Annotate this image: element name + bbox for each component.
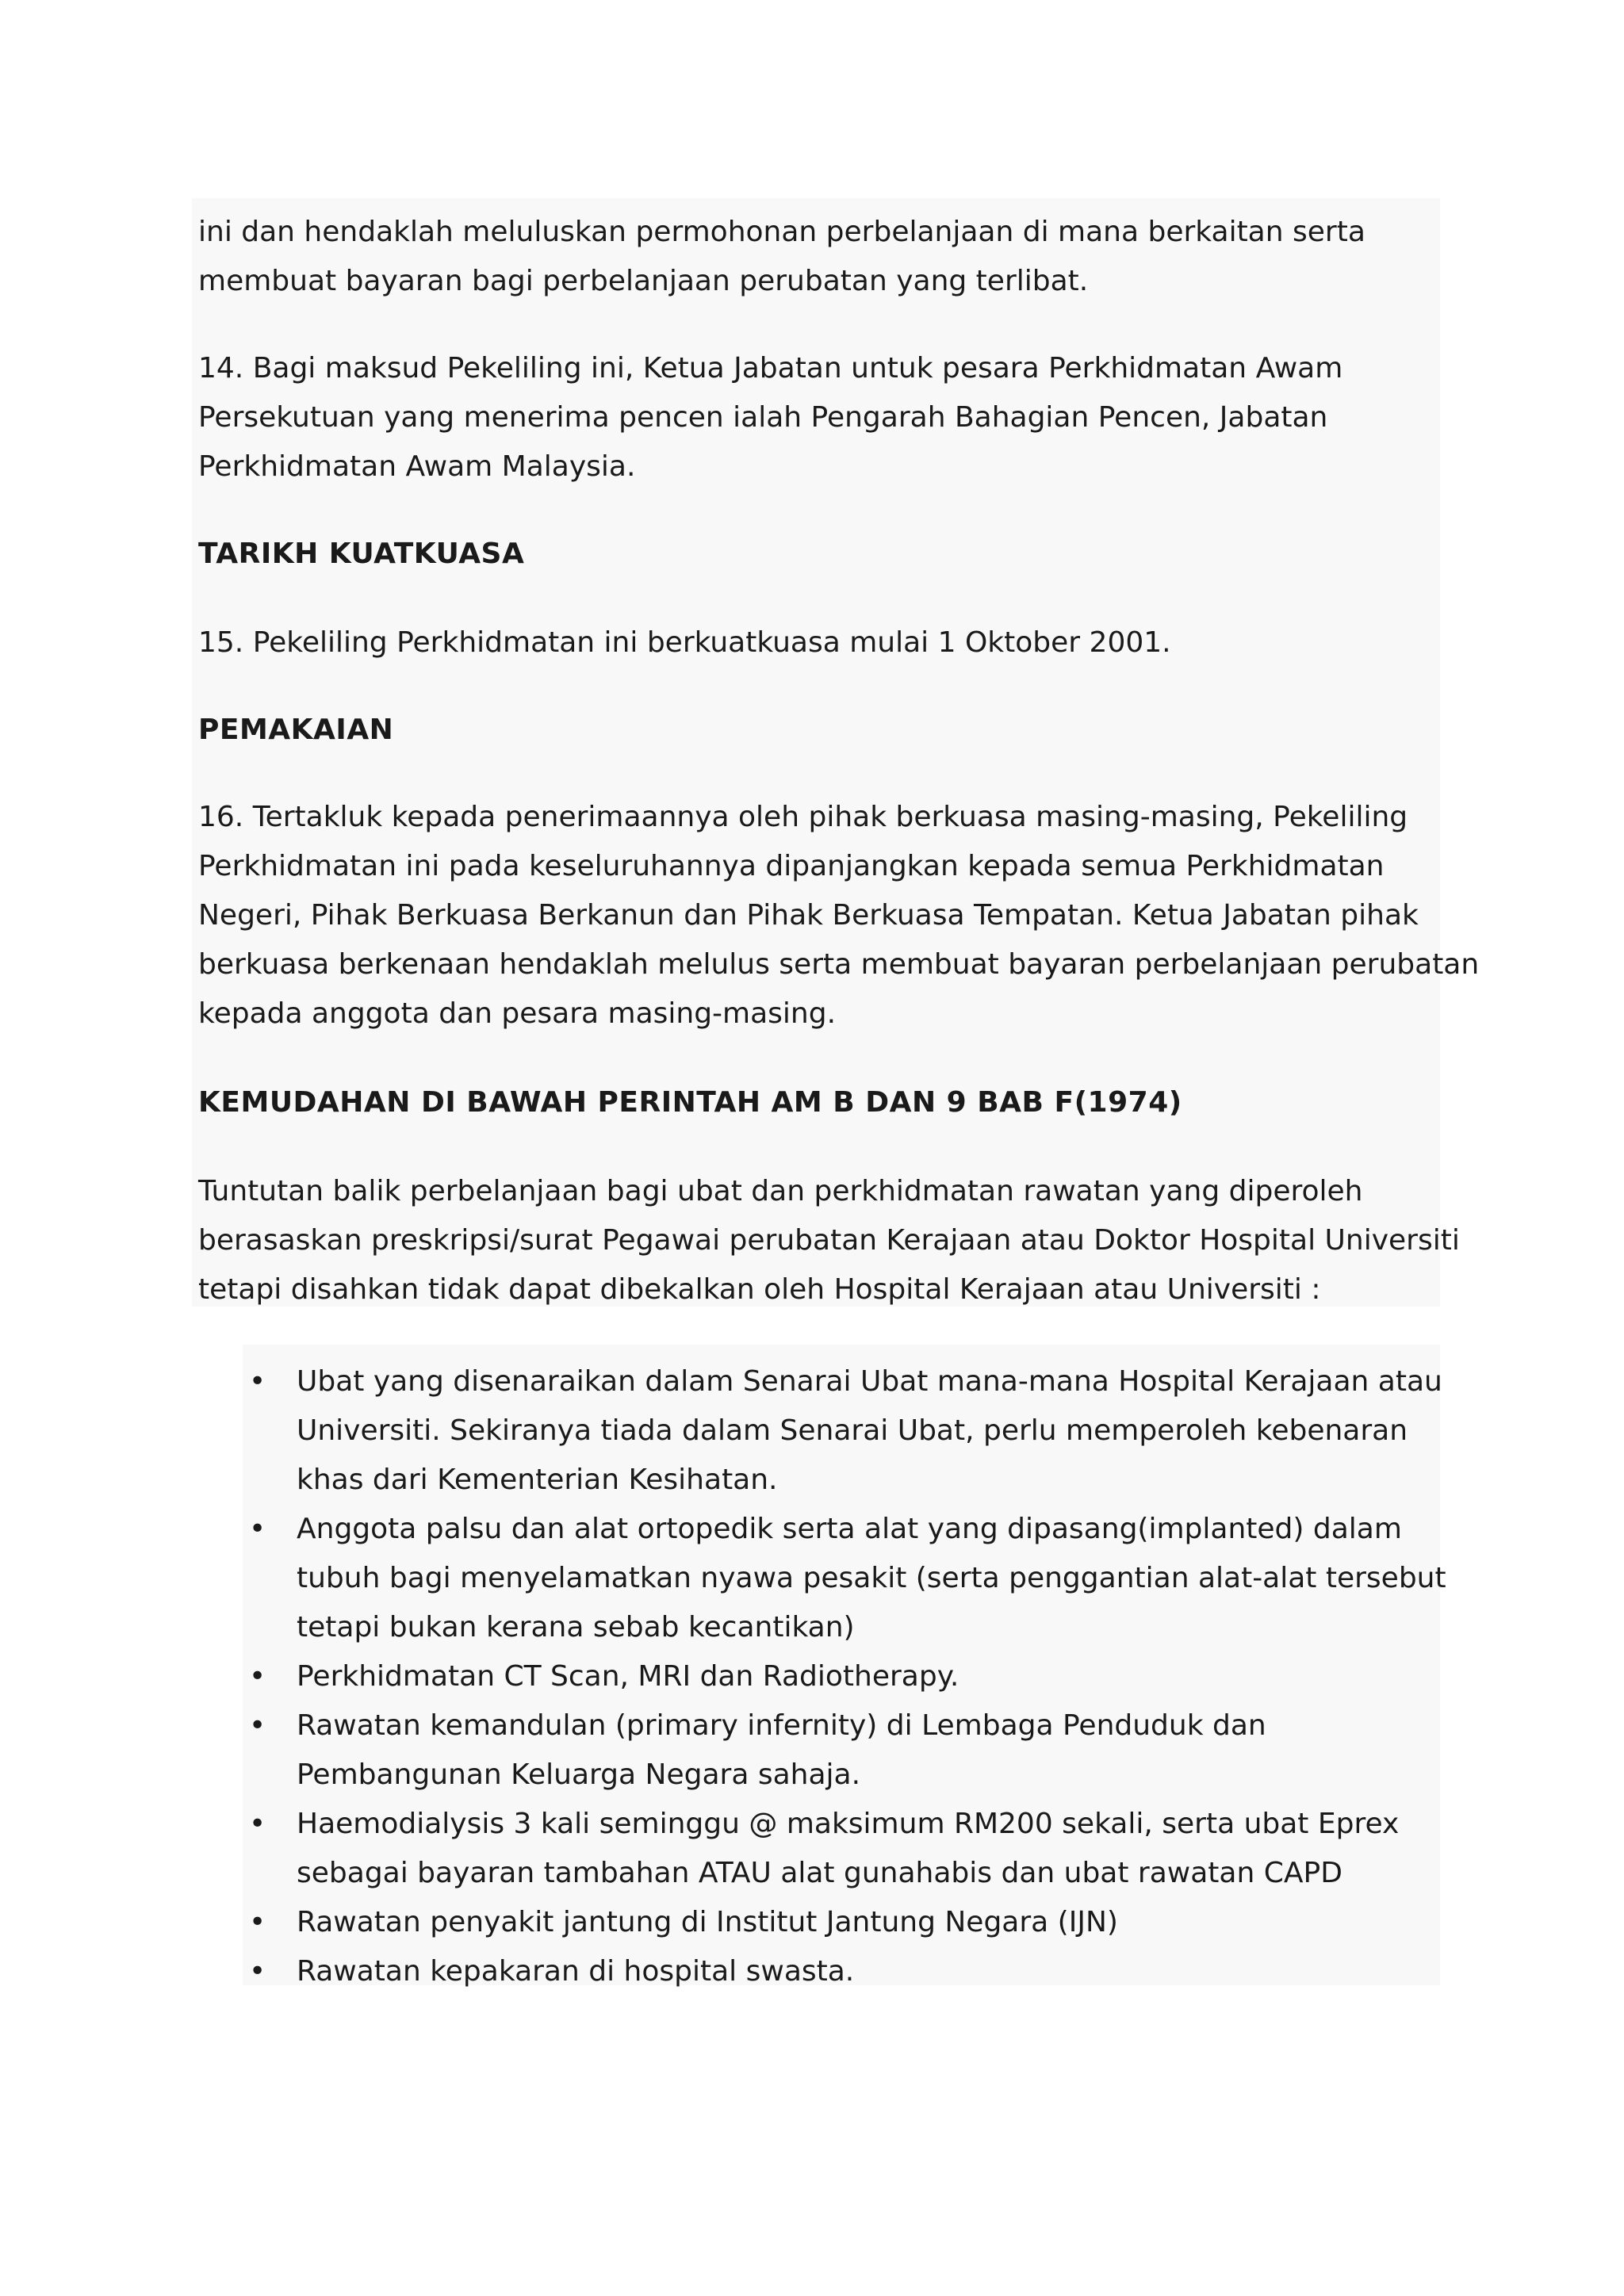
heading-tarikh-kuatkuasa: TARIKH KUATKUASA — [198, 538, 525, 570]
text-line: Perkhidmatan ini pada keseluruhannya dipanjangkan kepada semua Perkhidmatan — [198, 850, 1385, 882]
heading-kemudahan: KEMUDAHAN DI BAWAH PERINTAH AM B DAN 9 BAB F(1974) — [198, 1086, 1182, 1119]
text-line: Rawatan kemandulan (primary infernity) di Lembaga Penduduk dan — [297, 1709, 1266, 1742]
text-line: Haemodialysis 3 kali seminggu @ maksimum RM200 sekali, serta ubat Eprex — [297, 1808, 1400, 1840]
text-line: tetapi disahkan tidak dapat dibekalkan oleh Hospital Kerajaan atau Universiti : — [198, 1273, 1321, 1306]
list-item — [243, 1357, 1440, 1505]
text-line: sebagai bayaran tambahan ATAU alat gunahabis dan ubat rawatan CAPD — [297, 1857, 1342, 1889]
list-item — [243, 1505, 1446, 1652]
bullet-icon: • — [249, 1906, 266, 1938]
bullet-list — [243, 1357, 1446, 1996]
text-line: 16. Tertakluk kepada penerimaannya oleh pihak berkuasa masing-masing, Pekeliling — [198, 801, 1408, 833]
text-line: kepada anggota dan pesara masing-masing. — [198, 997, 837, 1030]
bullet-icon: • — [249, 1709, 266, 1742]
text-line: membuat bayaran bagi perbelanjaan perubatan yang terlibat. — [198, 265, 1089, 297]
bullet-icon: • — [249, 1660, 266, 1693]
bullet-icon: • — [249, 1365, 266, 1398]
text-line: ini dan hendaklah meluluskan permohonan perbelanjaan di mana berkaitan serta — [198, 216, 1365, 248]
list-item — [243, 1800, 1440, 1898]
text-line: berkuasa berkenaan hendaklah melulus serta membuat bayaran perbelanjaan perubatan — [198, 948, 1480, 981]
text-line: tubuh bagi menyelamatkan nyawa pesakit (serta penggantian alat-alat tersebut — [297, 1562, 1446, 1594]
bullet-icon: • — [249, 1513, 266, 1545]
text-line: Pembangunan Keluarga Negara sahaja. — [297, 1758, 861, 1791]
paragraph-15: 15. Pekeliling Perkhidmatan ini berkuatkuasa mulai 1 Oktober 2001. — [198, 626, 1171, 659]
text-line: berasaskan preskripsi/surat Pegawai perubatan Kerajaan atau Doktor Hospital Universiti — [198, 1224, 1460, 1257]
bullet-icon: • — [249, 1808, 266, 1840]
text-line: khas dari Kementerian Kesihatan. — [297, 1464, 778, 1496]
text-line: Perkhidmatan Awam Malaysia. — [198, 450, 636, 483]
list-item — [243, 1701, 1440, 1800]
list-item — [243, 1947, 1440, 1996]
paragraph-continuation — [198, 208, 1435, 306]
text-line: Tuntutan balik perbelanjaan bagi ubat dan perkhidmatan rawatan yang diperoleh — [198, 1175, 1363, 1207]
text-line: Negeri, Pihak Berkuasa Berkanun dan Pihak Berkuasa Tempatan. Ketua Jabatan pihak — [198, 899, 1419, 932]
paragraph-tuntutan — [198, 1167, 1460, 1314]
text-line: Anggota palsu dan alat ortopedik serta alat yang dipasang(implanted) dalam — [297, 1513, 1402, 1545]
paragraph-14 — [198, 344, 1435, 492]
text-line: Rawatan kepakaran di hospital swasta. — [297, 1955, 855, 1988]
text-line: Rawatan penyakit jantung di Institut Jantung Negara (IJN) — [297, 1906, 1118, 1938]
text-line: Ubat yang disenaraikan dalam Senarai Ubat mana-mana Hospital Kerajaan atau — [297, 1365, 1442, 1398]
text-line: 14. Bagi maksud Pekeliling ini, Ketua Jabatan untuk pesara Perkhidmatan Awam — [198, 352, 1343, 385]
text-line: Universiti. Sekiranya tiada dalam Senarai Ubat, perlu memperoleh kebenaran — [297, 1414, 1408, 1447]
list-item — [243, 1898, 1440, 1947]
list-item — [243, 1652, 1440, 1701]
heading-pemakaian: PEMAKAIAN — [198, 714, 394, 746]
text-line: Perkhidmatan CT Scan, MRI dan Radiotherapy. — [297, 1660, 959, 1693]
bullet-icon: • — [249, 1955, 266, 1988]
paragraph-16 — [198, 793, 1480, 1039]
text-line: tetapi bukan kerana sebab kecantikan) — [297, 1611, 855, 1644]
text-line: Persekutuan yang menerima pencen ialah Pengarah Bahagian Pencen, Jabatan — [198, 401, 1328, 434]
